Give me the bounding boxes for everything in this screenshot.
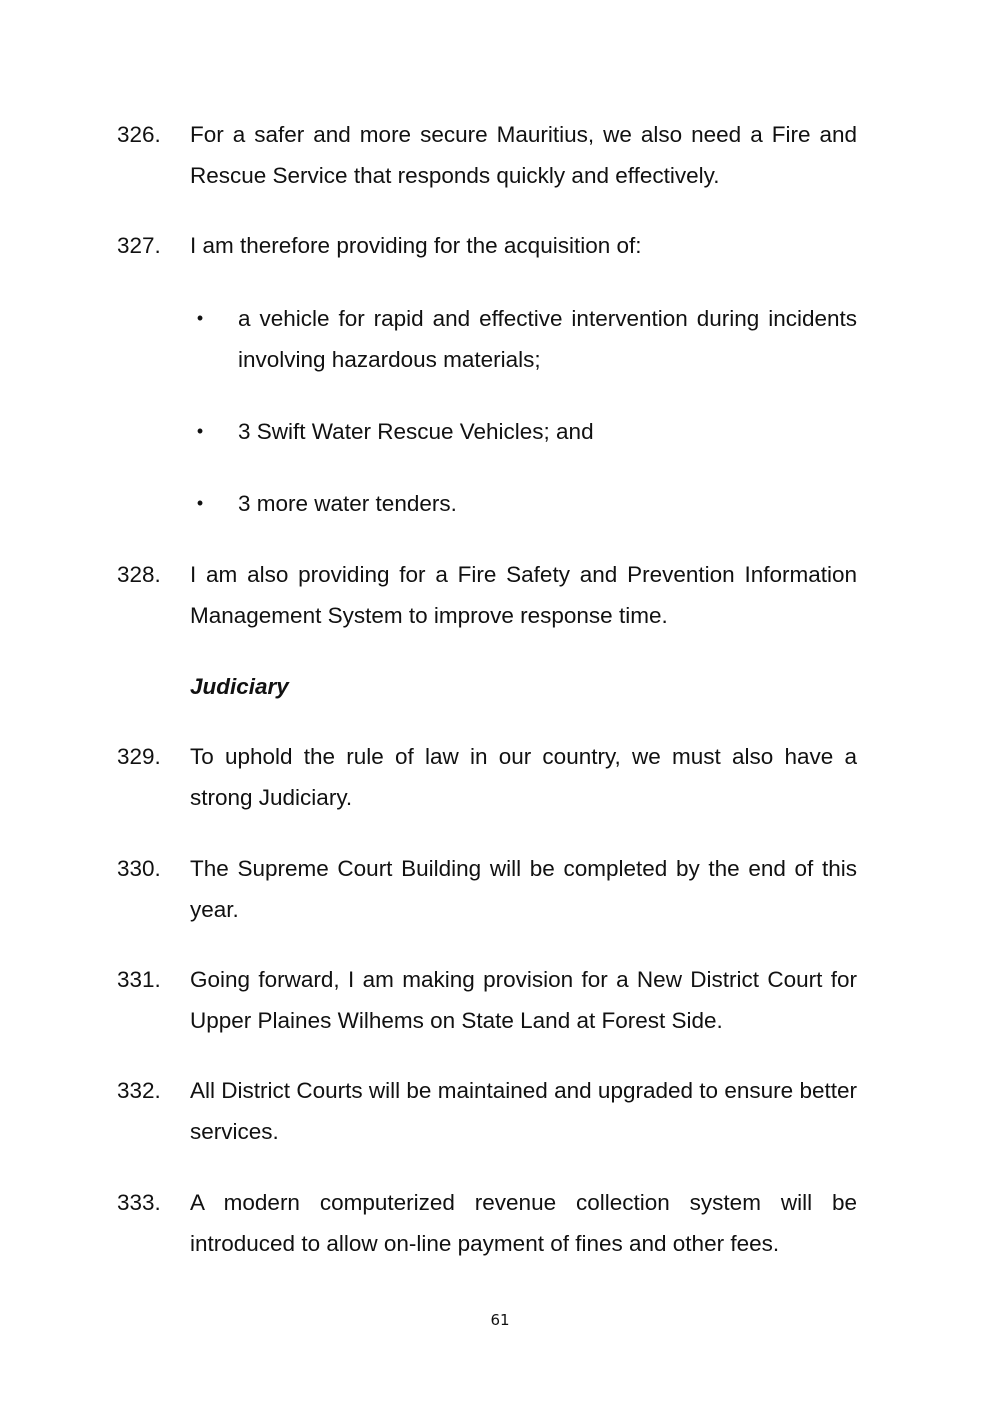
- paragraph-text: All District Courts will be maintained and upgraded to ensure better services.: [190, 1078, 857, 1144]
- paragraph-number: 326.: [117, 122, 161, 147]
- paragraph-326: [117, 114, 857, 196]
- paragraph-text: I am also providing for a Fire Safety and Prevention Information Management System to improve response time.: [190, 562, 857, 628]
- bullet-icon: •: [196, 421, 204, 441]
- page-number: 61: [490, 1311, 510, 1329]
- paragraph-328: [117, 554, 857, 636]
- bullet-text: a vehicle for rapid and effective intervention during incidents involving hazardous materials;: [238, 306, 857, 372]
- paragraph-text: Going forward, I am making provision for a New District Court for Upper Plaines Wilhems on State Land at Forest Side.: [190, 967, 857, 1033]
- bullet-icon: •: [196, 308, 204, 328]
- paragraph-332: [117, 1070, 857, 1152]
- paragraph-331: [117, 959, 857, 1041]
- paragraph-text: I am therefore providing for the acquisition of:: [190, 233, 642, 258]
- bullet-text: 3 more water tenders.: [238, 491, 457, 516]
- bullet-item: [190, 411, 857, 452]
- bullet-item: [190, 298, 857, 380]
- paragraph-number: 332.: [117, 1078, 161, 1103]
- paragraph-333: [117, 1182, 857, 1264]
- paragraph-number: 329.: [117, 744, 161, 769]
- paragraph-text: The Supreme Court Building will be completed by the end of this year.: [190, 856, 857, 922]
- paragraph-text: A modern computerized revenue collection system will be introduced to allow on-line payment of fines and other fees.: [190, 1190, 857, 1256]
- paragraph-number: 327.: [117, 233, 161, 258]
- section-heading: Judiciary: [190, 674, 289, 699]
- paragraph-text: To uphold the rule of law in our country, we must also have a strong Judiciary.: [190, 744, 857, 810]
- paragraph-327: [117, 225, 857, 266]
- bullet-text: 3 Swift Water Rescue Vehicles; and: [238, 419, 594, 444]
- paragraph-number: 328.: [117, 562, 161, 587]
- paragraph-330: [117, 848, 857, 930]
- bullet-icon: •: [196, 493, 204, 513]
- paragraph-number: 330.: [117, 856, 161, 881]
- bullet-item: [190, 483, 857, 524]
- paragraph-text: For a safer and more secure Mauritius, we also need a Fire and Rescue Service that responds quickly and effectively.: [190, 122, 857, 188]
- paragraph-329: [117, 736, 857, 818]
- paragraph-number: 331.: [117, 967, 161, 992]
- paragraph-number: 333.: [117, 1190, 161, 1215]
